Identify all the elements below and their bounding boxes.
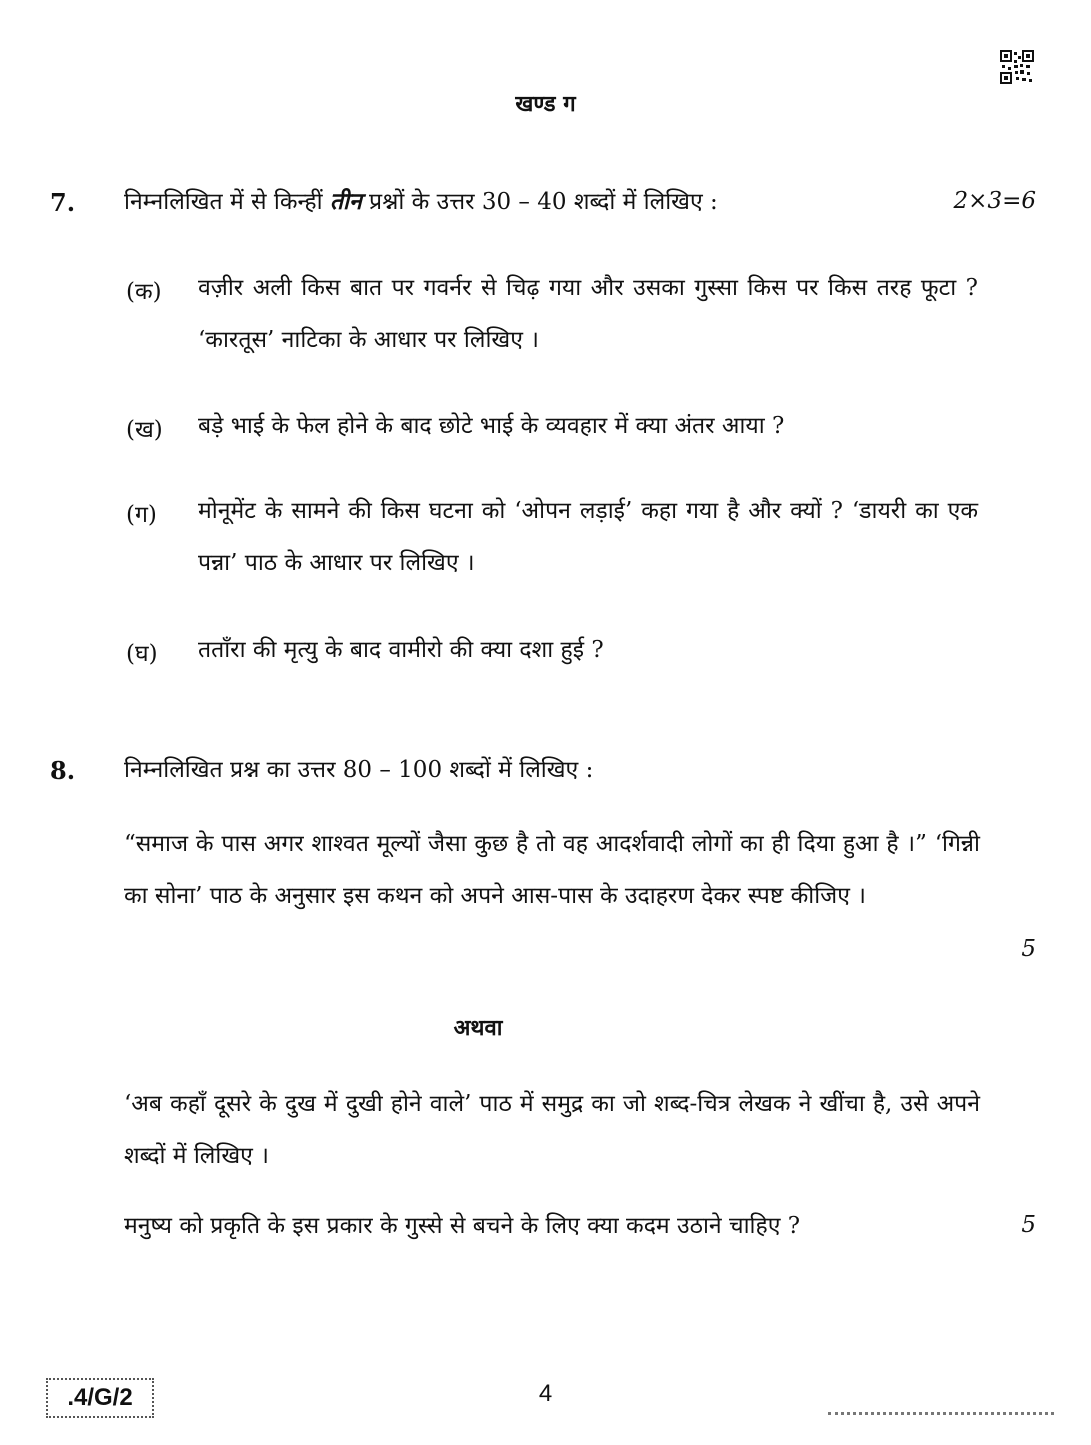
question-8-marks: 5 <box>1021 936 1036 962</box>
paper-code: .4/G/2 <box>46 1378 154 1418</box>
question-7-part-text: बड़े भाई के फेल होने के बाद छोटे भाई के व्यवहार में क्या अंतर आया ? <box>198 413 785 439</box>
qr-code-icon <box>1000 50 1034 84</box>
question-7-part-text: वज़ीर अली किस बात पर गवर्नर से चिढ़ गया और उसका गुस्सा किस पर किस तरह फूटा ? ‘कारतूस’ नाटिका के आधार पर लिखिए । <box>198 275 978 353</box>
footer-divider <box>828 1412 1054 1415</box>
question-7-part-text: मोनूमेंट के सामने की किस घटना को ‘ओपन लड़ाई’ कहा गया है और क्यों ? ‘डायरी का एक पन्ना’ पाठ के आधार पर लिखिए । <box>198 498 978 576</box>
page-number: 4 <box>538 1380 553 1407</box>
section-title: खण्ड ग <box>515 91 576 117</box>
question-7-part-label: (ख) <box>126 417 163 443</box>
or-separator: अथवा <box>453 1015 503 1041</box>
question-7-number: 7. <box>50 188 76 217</box>
question-8-intro: निम्नलिखित प्रश्न का उत्तर 80 – 100 शब्दों में लिखिए : <box>124 757 594 783</box>
question-8-text: “समाज के पास अगर शाश्वत मूल्यों जैसा कुछ है तो वह आदर्शवादी लोगों का ही दिया हुआ है ।” ‘गिन्नी का सोना’ पाठ के अनुसार इस कथन को अपने आस-पास के उदाहरण देकर स्पष्ट कीजिए । <box>124 831 980 909</box>
question-8-alt-marks: 5 <box>1021 1212 1036 1238</box>
question-7-part-text: तताँरा की मृत्यु के बाद वामीरो की क्या दशा हुई ? <box>198 637 604 663</box>
question-8-alt-text: ‘अब कहाँ दूसरे के दुख में दुखी होने वाले’ पाठ में समुद्र का जो शब्द-चित्र लेखक ने खींचा है, उसे अपने शब्दों में लिखिए । <box>124 1091 980 1169</box>
question-7-part-label: (क) <box>126 279 162 305</box>
question-7-part-label: (घ) <box>126 641 158 667</box>
question-7-intro: निम्नलिखित में से किन्हीं तीन प्रश्नों के उत्तर 30 – 40 शब्दों में लिखिए : <box>124 188 718 215</box>
question-7-marks: 2×3=6 <box>953 188 1036 214</box>
question-8-number: 8. <box>50 756 76 785</box>
question-7-part-label: (ग) <box>126 502 157 528</box>
question-8-alt-text-followup: मनुष्य को प्रकृति के इस प्रकार के गुस्से से बचने के लिए क्या कदम उठाने चाहिए ? <box>124 1213 801 1239</box>
question-7-emphasis: तीन <box>329 188 362 215</box>
